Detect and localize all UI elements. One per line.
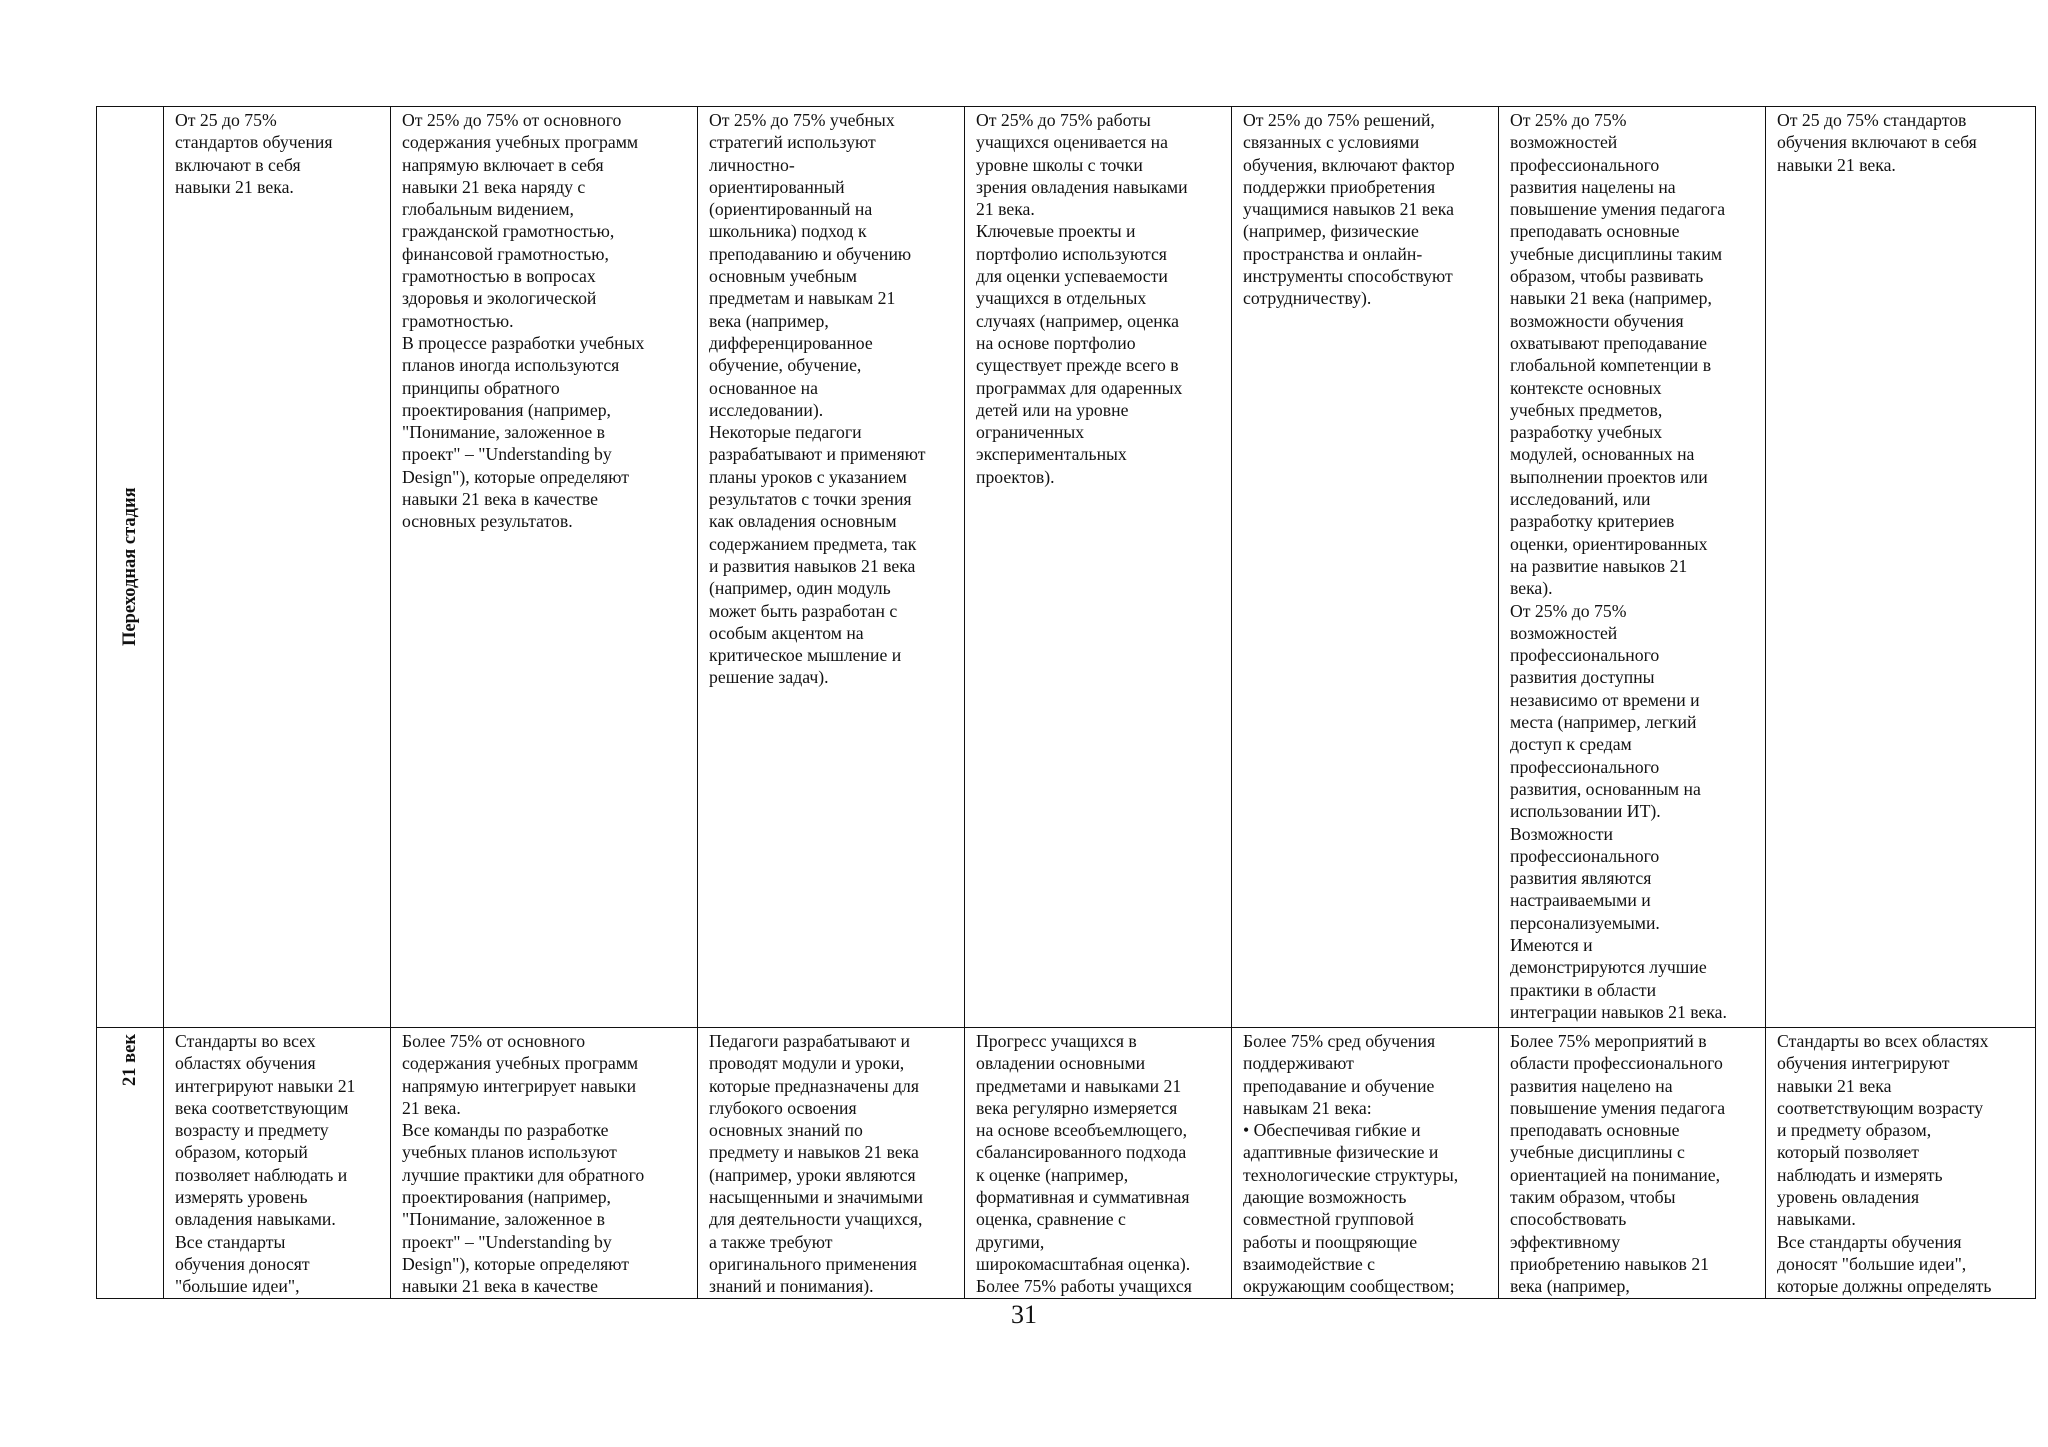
stage-label-cell: [97, 1028, 164, 1299]
table-cell: От 25% до 75% от основного содержания учебных программ напрямую включает в себя навыки 21 века наряду с глобальным видением, гражданской грамотностью, финансовой грамотностью, грамотностью в вопросах здоровья и экологической грамотностью. В процессе разработки учебных планов иногда используются принципы обратного проектирования (например, "Понимание, заложенное в проект" – "Understanding by Design"), которые определяют навыки 21 века в качестве основных результатов.: [391, 107, 698, 1028]
table-cell: Прогресс учащихся в овладении основными предметами и навыками 21 века регулярно измеряется на основе всеобъемлющего, сбалансированного подхода к оценке (например, формативная и суммативная оценка, сравнение с другими, широкомасштабная оценка). Более 75% работы учащихся: [965, 1028, 1232, 1299]
table-cell: Более 75% мероприятий в области профессионального развития нацелено на повышение умения педагога преподавать основные учебные дисциплины с ориентацией на понимание, таким образом, чтобы способствовать эффективному приобретению навыков 21 века (например,: [1499, 1028, 1766, 1299]
page-number: 31: [1011, 1300, 1037, 1329]
stage-label-cell: [97, 107, 164, 1028]
table-cell: Более 75% сред обучения поддерживают преподавание и обучение навыкам 21 века: • Обеспечивая гибкие и адаптивные физические и технологические структуры, дающие возможность совместной групповой работы и поощряющие взаимодействие с окружающим сообществом;: [1232, 1028, 1499, 1299]
table-row: [97, 107, 2036, 1028]
stage-label: Переходная стадия: [120, 487, 140, 647]
stage-label: 21 век: [120, 1034, 140, 1086]
table-cell: От 25 до 75% стандартов обучения включают в себя навыки 21 века.: [164, 107, 391, 1028]
table-cell: От 25% до 75% возможностей профессионального развития нацелены на повышение умения педагога преподавать основные учебные дисциплины таким образом, чтобы развивать навыки 21 века (например, возможности обучения охватывают преподавание глобальной компетенции в контексте основных учебных предметов, разработку учебных модулей, основанных на выполнении проектов или исследований, или разработку критериев оценки, ориентированных на развитие навыков 21 века). От 25% до 75% возможностей профессионального развития доступны независимо от времени и места (например, легкий доступ к средам профессионального развития, основанным на использовании ИТ). Возможности профессионального развития являются настраиваемыми и персонализуемыми. Имеются и демонстрируются лучшие практики в области интеграции навыков 21 века.: [1499, 107, 1766, 1028]
table-cell: Более 75% от основного содержания учебных программ напрямую интегрирует навыки 21 века. Все команды по разработке учебных планов используют лучшие практики для обратного проектирования (например, "Понимание, заложенное в проект" – "Understanding by Design"), которые определяют навыки 21 века в качестве: [391, 1028, 698, 1299]
table-cell: От 25% до 75% решений, связанных с условиями обучения, включают фактор поддержки приобретения учащимися навыков 21 века (например, физические пространства и онлайн- инструменты способствуют сотрудничеству).: [1232, 107, 1499, 1028]
table-cell: От 25% до 75% работы учащихся оценивается на уровне школы с точки зрения овладения навыками 21 века. Ключевые проекты и портфолио используются для оценки успеваемости учащихся в отдельных случаях (например, оценка на основе портфолио существует прежде всего в программах для одаренных детей или на уровне ограниченных экспериментальных проектов).: [965, 107, 1232, 1028]
table-cell: Стандарты во всех областях обучения интегрируют навыки 21 века соответствующим возрасту и предмету образом, который позволяет наблюдать и измерять уровень овладения навыками. Все стандарты обучения доносят "большие идеи",: [164, 1028, 391, 1299]
table-row: [97, 1028, 2036, 1299]
table-cell: От 25% до 75% учебных стратегий используют личностно- ориентированный (ориентированный на школьника) подход к преподаванию и обучению основным учебным предметам и навыкам 21 века (например, дифференцированное обучение, обучение, основанное на исследовании). Некоторые педагоги разрабатывают и применяют планы уроков с указанием результатов с точки зрения как овладения основным содержанием предмета, так и развития навыков 21 века (например, один модуль может быть разработан с особым акцентом на критическое мышление и решение задач).: [698, 107, 965, 1028]
criteria-table: [96, 106, 2036, 1299]
table-cell: Стандарты во всех областях обучения интегрируют навыки 21 века соответствующим возрасту и предмету образом, который позволяет наблюдать и измерять уровень овладения навыками. Все стандарты обучения доносят "большие идеи", которые должны определять: [1766, 1028, 2036, 1299]
table-cell: От 25 до 75% стандартов обучения включают в себя навыки 21 века.: [1766, 107, 2036, 1028]
table-cell: Педагоги разрабатывают и проводят модули и уроки, которые предназначены для глубокого освоения основных знаний по предмету и навыков 21 века (например, уроки являются насыщенными и значимыми для деятельности учащихся, а также требуют оригинального применения знаний и понимания).: [698, 1028, 965, 1299]
